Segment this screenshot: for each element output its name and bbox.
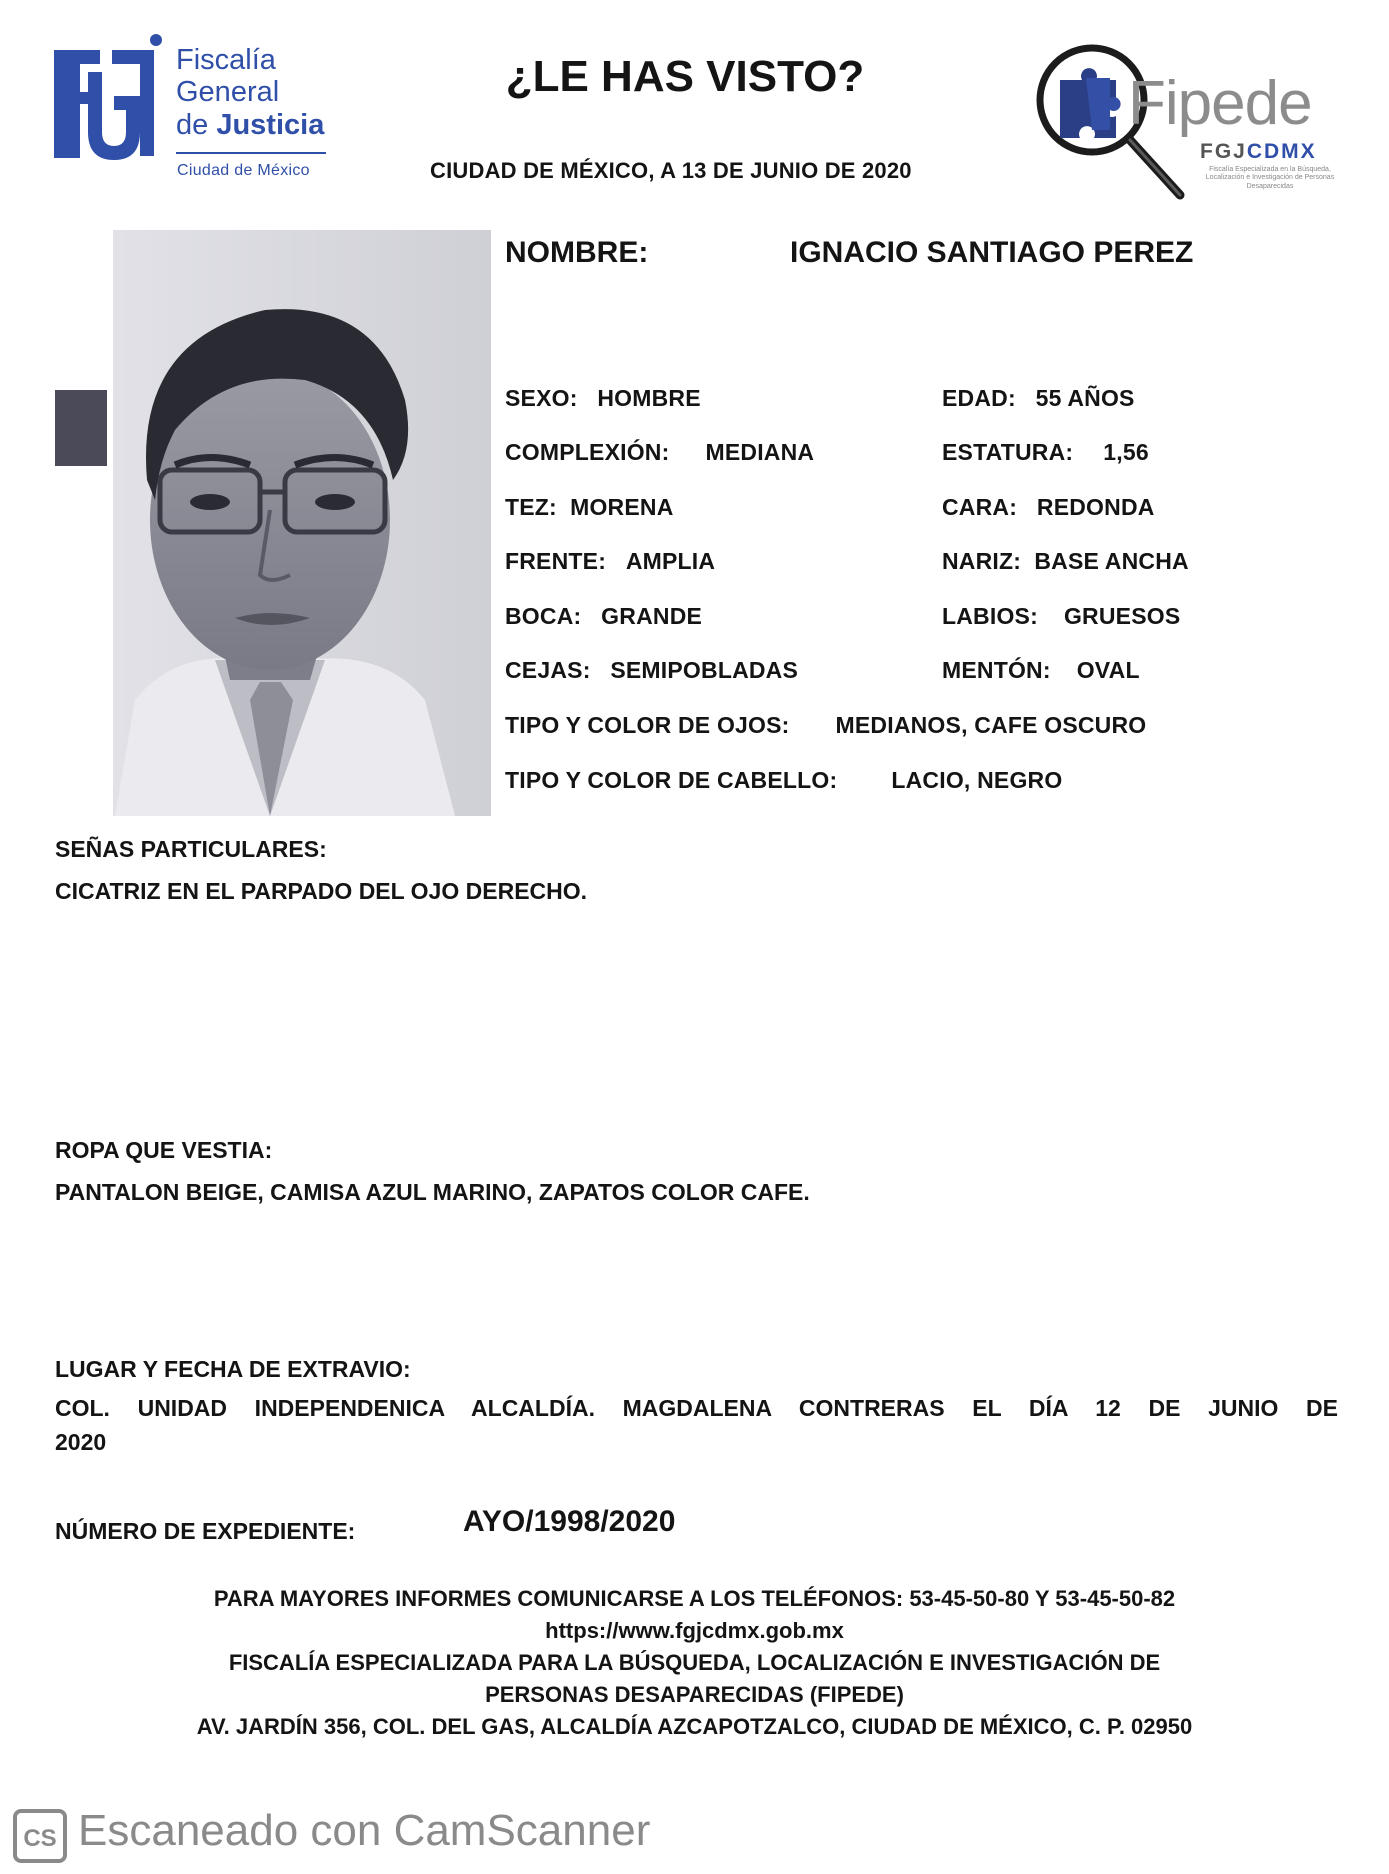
fipede-sub-a: FGJ xyxy=(1200,140,1247,163)
field-value: LACIO, NEGRO xyxy=(891,767,1063,793)
field-value: GRANDE xyxy=(601,603,703,629)
expediente-value: AYO/1998/2020 xyxy=(463,1505,676,1538)
footer-phones: PARA MAYORES INFORMES COMUNICARSE A LOS TELÉFONOS: 53-45-50-80 Y 53-45-50-82 xyxy=(213,1586,1176,1611)
field-value: BASE ANCHA xyxy=(1034,548,1189,574)
field-label: SEXO: xyxy=(505,385,578,411)
field-cabello xyxy=(505,767,1062,794)
fgj-line3-strong: Justicia xyxy=(216,108,325,141)
field-complexion xyxy=(505,439,814,466)
page-title: ¿LE HAS VISTO? xyxy=(505,52,865,101)
fipede-wordmark: Fipede xyxy=(1128,69,1312,138)
fgj-city: Ciudad de México xyxy=(177,162,310,179)
footer-agency: FISCALÍA ESPECIALIZADA PARA LA BÚSQUEDA, LOCALIZACIÓN E INVESTIGACIÓN DE xyxy=(228,1650,1161,1675)
field-estatura xyxy=(942,439,1149,466)
field-label: TIPO Y COLOR DE OJOS: xyxy=(505,712,790,738)
field-label: MENTÓN: xyxy=(942,657,1051,683)
field-label: CARA: xyxy=(942,494,1018,520)
field-labios xyxy=(942,603,1180,630)
field-value: REDONDA xyxy=(1036,494,1155,520)
field-label: FRENTE: xyxy=(505,548,607,574)
fgj-divider xyxy=(176,152,326,154)
person-photo xyxy=(55,230,491,816)
ropa-text: PANTALON BEIGE, CAMISA AZUL MARINO, ZAPATOS COLOR CAFE. xyxy=(55,1179,810,1205)
field-label: TIPO Y COLOR DE CABELLO: xyxy=(505,767,838,793)
svg-text:CS: CS xyxy=(23,1825,57,1852)
date-line: CIUDAD DE MÉXICO, A 13 DE JUNIO DE 2020 xyxy=(430,158,912,183)
fipede-sub-b: CDMX xyxy=(1246,140,1317,163)
field-cara xyxy=(942,494,1155,521)
senas-label: SEÑAS PARTICULARES: xyxy=(55,836,327,862)
field-frente xyxy=(505,548,715,575)
field-cejas xyxy=(505,657,798,684)
field-edad xyxy=(942,385,1135,412)
field-menton xyxy=(942,657,1140,684)
expediente-label: NÚMERO DE EXPEDIENTE: xyxy=(55,1518,356,1544)
lugar-text: COL. UNIDAD INDEPENDENICA ALCALDÍA. MAGDALENA CONTRERAS EL DÍA 12 DE JUNIO DE 2020 xyxy=(55,1395,1338,1455)
senas-text: CICATRIZ EN EL PARPADO DEL OJO DERECHO. xyxy=(55,878,588,904)
field-value: GRUESOS xyxy=(1063,603,1181,629)
field-value: MORENA xyxy=(570,494,674,520)
field-value: SEMIPOBLADAS xyxy=(610,657,799,683)
field-label: NARIZ: xyxy=(942,548,1022,574)
field-value: OVAL xyxy=(1076,657,1140,683)
field-label: COMPLEXIÓN: xyxy=(505,439,670,465)
field-value: HOMBRE xyxy=(597,385,701,411)
footer-address: AV. JARDÍN 356, COL. DEL GAS, ALCALDÍA AZCAPOTZALCO, CIUDAD DE MÉXICO, C. P. 02950 xyxy=(196,1714,1193,1739)
footer-url[interactable]: https://www.fgjcdmx.gob.mx xyxy=(545,1618,844,1643)
camscanner-icon xyxy=(12,1808,68,1864)
fgj-line2: General xyxy=(176,76,280,109)
field-value: MEDIANOS, CAFE OSCURO xyxy=(835,712,1147,738)
watermark-text: Escaneado con CamScanner xyxy=(78,1806,651,1855)
field-value: MEDIANA xyxy=(705,439,815,465)
fgj-line3-prefix: de xyxy=(176,108,209,141)
field-label: CEJAS: xyxy=(505,657,591,683)
field-label: EDAD: xyxy=(942,385,1016,411)
field-value: 55 AÑOS xyxy=(1035,385,1135,411)
field-boca xyxy=(505,603,702,630)
field-label: LABIOS: xyxy=(942,603,1038,629)
fipede-subtitle xyxy=(1200,140,1317,164)
field-nariz xyxy=(942,548,1189,575)
field-label: TEZ: xyxy=(505,494,557,520)
fgj-logo-icon xyxy=(54,32,166,182)
fgj-wordmark xyxy=(176,44,324,141)
name-label: NOMBRE: xyxy=(505,236,649,269)
field-tez xyxy=(505,494,674,521)
footer-agency-cont: PERSONAS DESAPARECIDAS (FIPEDE) xyxy=(485,1682,904,1707)
field-sexo xyxy=(505,385,701,412)
field-label: BOCA: xyxy=(505,603,582,629)
field-value: AMPLIA xyxy=(625,548,716,574)
field-value: 1,56 xyxy=(1103,439,1149,465)
fgj-line1: Fiscalía xyxy=(176,44,276,76)
name-value: IGNACIO SANTIAGO PEREZ xyxy=(790,236,1194,269)
field-label: ESTATURA: xyxy=(942,439,1074,465)
ropa-label: ROPA QUE VESTIA: xyxy=(55,1137,273,1163)
lugar-label: LUGAR Y FECHA DE EXTRAVIO: xyxy=(55,1356,411,1382)
fipede-caption: Fiscalía Especializada en la Búsqueda, Localización e Investigación de Personas Desaparecidas xyxy=(1205,166,1335,190)
field-ojos xyxy=(505,712,1146,739)
